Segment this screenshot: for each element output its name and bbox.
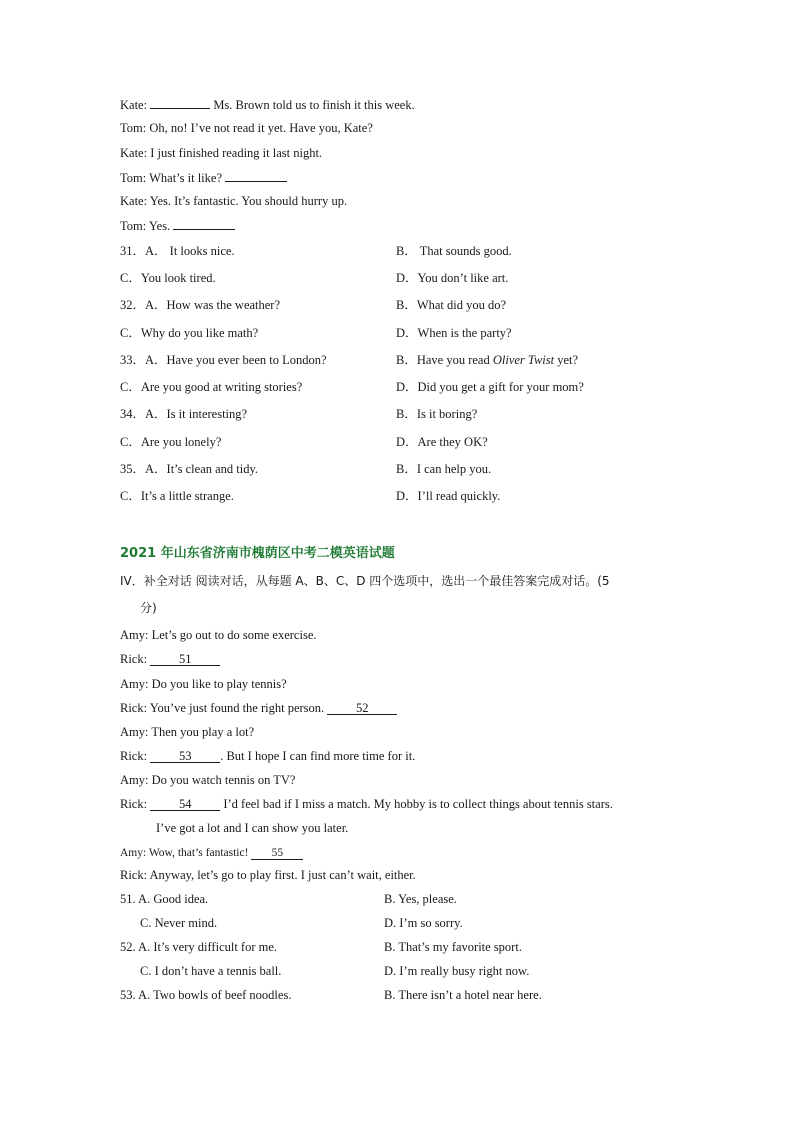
option-d: D．Did you get a gift for your mom?: [396, 380, 584, 394]
option-c: C．It’s a little strange.: [120, 489, 234, 503]
dialog2-line-9: I’ve got a lot and I can show you later.: [156, 821, 349, 835]
speaker-text: Amy: Wow, that’s fantastic!: [120, 847, 252, 859]
dialog2-line-8: [120, 796, 613, 812]
option-d: D. I’m so sorry.: [384, 916, 463, 930]
book-title: Oliver Twist: [492, 353, 555, 367]
option-a: 34．A．Is it interesting?: [120, 407, 248, 421]
option-b: B. That’s my favorite sport.: [384, 940, 522, 954]
dialog-text: . But I hope I can find more time for it.: [220, 749, 416, 763]
dialog1-line-6: [120, 217, 235, 234]
option-row: [120, 270, 720, 286]
option-a: 53. A. Two bowls of beef noodles.: [120, 988, 292, 1002]
option-row: [120, 987, 720, 1003]
dialog1-line-1: [120, 96, 415, 113]
option-b: B． That sounds good.: [396, 244, 512, 258]
option-b: [396, 352, 578, 368]
option-a: 33．A．Have you ever been to London?: [120, 353, 327, 367]
option-a: 35．A．It’s clean and tidy.: [120, 462, 259, 476]
dialog-text: Ms. Brown told us to finish it this week.: [210, 98, 415, 112]
dialog1-line-4: [120, 169, 287, 186]
option-d: D．You don’t like art.: [396, 271, 509, 285]
section-title: 2021 年山东省济南市槐荫区中考二模英语试题: [120, 546, 395, 561]
option-a: 51. A. Good idea.: [120, 892, 209, 906]
answer-blank: 51: [150, 653, 220, 666]
dialog2-line-11: Rick: Anyway, let’s go to play first. I just can’t wait, either.: [120, 868, 416, 882]
dialog2-line-1: Amy: Let’s go out to do some exercise.: [120, 628, 317, 642]
option-row: [120, 963, 720, 979]
option-b: B. There isn’t a hotel near here.: [384, 988, 542, 1002]
speaker-text: Rick:: [120, 749, 151, 763]
option-row: [120, 379, 720, 395]
dialog2-line-2: [120, 651, 220, 667]
answer-blank: [225, 169, 287, 182]
section-instruction: IV．补全对话 阅读对话，从每题 A、B、C、D 四个选项中，选出一个最佳答案完成对话。(5: [120, 574, 610, 588]
option-row: [120, 461, 720, 477]
option-row: [120, 915, 720, 931]
dialog2-line-7: Amy: Do you watch tennis on TV?: [120, 773, 296, 787]
answer-blank: [150, 96, 210, 109]
speaker-text: Kate:: [120, 98, 151, 112]
option-b: B. Yes, please.: [384, 892, 457, 906]
option-text: B．Have you read: [396, 353, 493, 367]
dialog2-line-6: [120, 748, 415, 764]
option-c: C. I don’t have a tennis ball.: [140, 964, 282, 978]
dialog2-line-10: [120, 845, 303, 861]
option-row: [120, 243, 720, 259]
speaker-text: Rick:: [120, 652, 151, 666]
answer-blank: [173, 217, 235, 230]
option-d: D．When is the party?: [396, 326, 512, 340]
option-row: [120, 488, 720, 504]
option-b: B．I can help you.: [396, 462, 492, 476]
option-b: B．What did you do?: [396, 298, 507, 312]
dialog-text: Rick: You’ve just found the right person.: [120, 701, 328, 715]
option-text: yet?: [554, 353, 579, 367]
dialog-text: Tom: Yes.: [120, 219, 174, 233]
dialog-text: Tom: What’s it like?: [120, 171, 226, 185]
option-c: C．Why do you like math?: [120, 326, 259, 340]
option-c: C．You look tired.: [120, 271, 216, 285]
option-c: C．Are you lonely?: [120, 435, 222, 449]
option-d: D．Are they OK?: [396, 435, 488, 449]
answer-blank: 52: [327, 702, 397, 715]
dialog1-line-2: Tom: Oh, no! I’ve not read it yet. Have you, Kate?: [120, 121, 373, 135]
answer-blank: 55: [251, 847, 303, 860]
option-c: C. Never mind.: [140, 916, 218, 930]
dialog1-line-3: Kate: I just finished reading it last night.: [120, 146, 323, 160]
dialog2-line-5: Amy: Then you play a lot?: [120, 725, 255, 739]
option-row: [120, 297, 720, 313]
option-d: D．I’ll read quickly.: [396, 489, 501, 503]
answer-blank: 53: [150, 750, 220, 763]
option-a: 52. A. It’s very difficult for me.: [120, 940, 278, 954]
speaker-text: Rick:: [120, 797, 151, 811]
option-row: [120, 406, 720, 422]
option-b: B．Is it boring?: [396, 407, 478, 421]
option-a: 32．A．How was the weather?: [120, 298, 281, 312]
dialog-text: I’d feel bad if I miss a match. My hobby is to collect things about tennis stars.: [220, 797, 613, 811]
option-row: [120, 891, 720, 907]
option-d: D. I’m really busy right now.: [384, 964, 530, 978]
option-row: [120, 325, 720, 341]
section-instruction-cont: 分): [140, 601, 157, 615]
answer-blank: 54: [150, 798, 220, 811]
option-row: [120, 434, 720, 450]
option-row: [120, 939, 720, 955]
option-row: [120, 352, 720, 368]
option-a: 31．A． It looks nice.: [120, 244, 235, 258]
dialog1-line-5: Kate: Yes. It’s fantastic. You should hurry up.: [120, 194, 348, 208]
option-c: C．Are you good at writing stories?: [120, 380, 303, 394]
dialog2-line-4: [120, 700, 397, 716]
dialog2-line-3: Amy: Do you like to play tennis?: [120, 677, 287, 691]
